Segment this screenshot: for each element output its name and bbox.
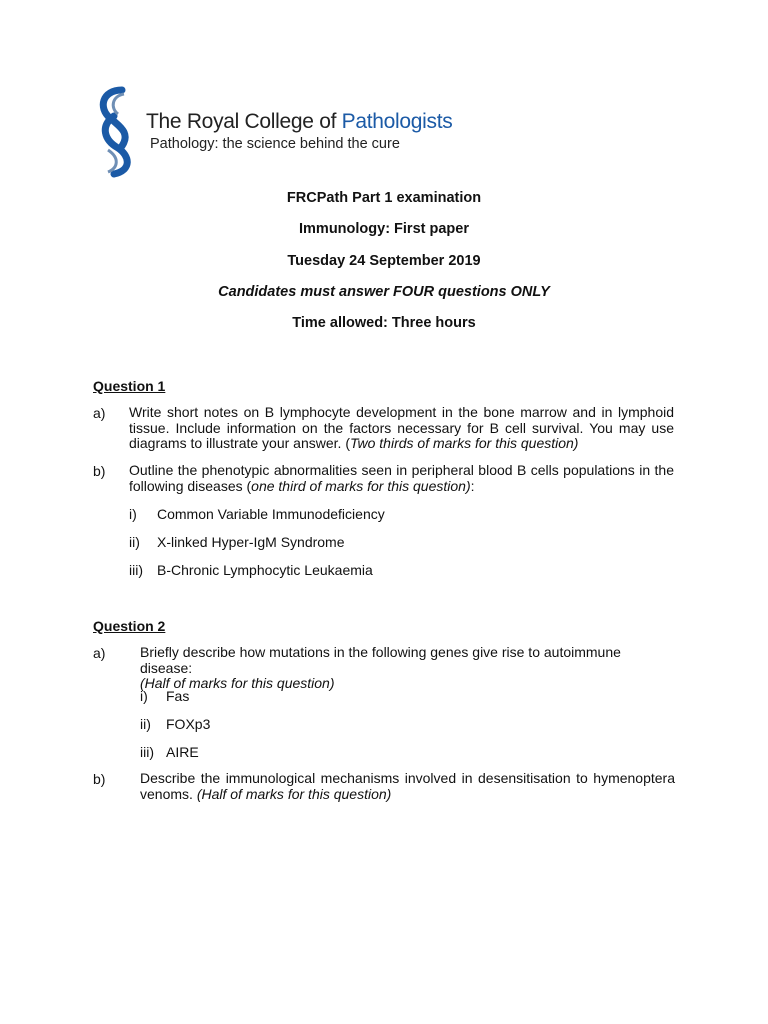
list-item: Common Variable Immunodeficiency <box>157 506 385 522</box>
instructions: Candidates must answer FOUR questions ONLY <box>218 284 550 300</box>
list-item: Fas <box>166 688 190 704</box>
question-2-heading: Question 2 <box>93 618 166 634</box>
list-item: X-linked Hyper-IgM Syndrome <box>157 534 345 550</box>
q1-part-a-label: a) <box>93 405 106 421</box>
list-item: FOXp3 <box>166 716 211 732</box>
list-item-number: iii) <box>129 562 143 578</box>
time-allowed: Time allowed: Three hours <box>292 315 476 331</box>
college-name: The Royal College of Pathologists <box>146 110 453 133</box>
list-item-number: iii) <box>140 744 154 760</box>
paper-title: Immunology: First paper <box>299 221 469 237</box>
college-logo <box>92 86 453 178</box>
list-item-number: ii) <box>129 534 140 550</box>
exam-title: FRCPath Part 1 examination <box>286 190 482 206</box>
list-item: AIRE <box>166 744 199 760</box>
list-item: B-Chronic Lymphocytic Leukaemia <box>157 562 373 578</box>
college-tagline: Pathology: the science behind the cure <box>150 136 400 152</box>
question-1-heading: Question 1 <box>93 378 166 394</box>
q2-part-b-label: b) <box>93 771 106 787</box>
section-sign-logo-icon <box>92 86 142 178</box>
list-item-number: i) <box>140 688 148 704</box>
q2-part-a-label: a) <box>93 645 106 661</box>
list-item-number: ii) <box>140 716 151 732</box>
q1-part-a-text: Write short notes on B lymphocyte development in the bone marrow and in lymphoid tissue. Include information on the factors necessary for B cell survival. You may use diagrams to illustrate your answer. (Two thirds of marks for this question) <box>129 404 674 451</box>
q1-part-b-text: Outline the phenotypic abnormalities seen in peripheral blood B cells populations in the following diseases (one third of marks for this question): <box>129 462 674 494</box>
q2-part-a-text: Briefly describe how mutations in the following genes give rise to autoimmune disease: (Half of marks for this question) <box>140 644 621 691</box>
exam-date: Tuesday 24 September 2019 <box>287 253 481 269</box>
q1-part-b-label: b) <box>93 463 106 479</box>
q2-part-b-text: Describe the immunological mechanisms involved in desensitisation to hymenoptera venoms. (Half of marks for this question) <box>140 770 675 802</box>
list-item-number: i) <box>129 506 137 522</box>
